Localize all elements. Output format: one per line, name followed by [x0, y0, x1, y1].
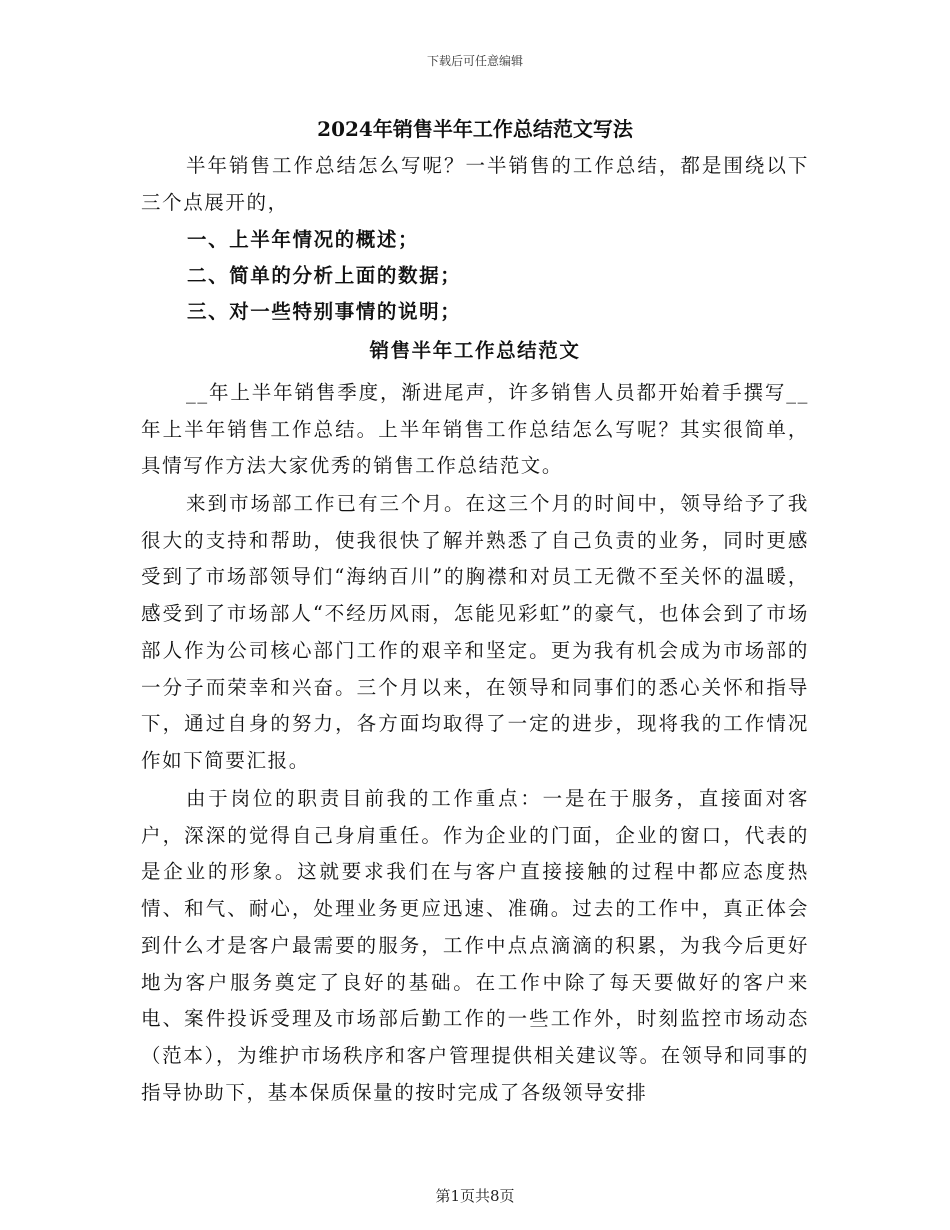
intro-paragraph: 半年销售工作总结怎么写呢？一半销售的工作总结，都是围绕以下三个点展开的，: [141, 154, 809, 214]
section-title: 销售半年工作总结范文: [369, 339, 581, 362]
outline-item-2: 二、简单的分析上面的数据；: [187, 264, 462, 287]
document-title: 2024年销售半年工作总结范文写法: [317, 117, 633, 141]
outline-item-3: 三、对一些特别事情的说明；: [187, 300, 462, 323]
outline-item-1: 一、上半年情况的概述；: [187, 228, 420, 251]
page-header-note: 下载后可任意编辑: [426, 54, 523, 68]
paragraph-2: 来到市场部工作已有三个月。在这三个月的时间中，领导给予了我很大的支持和帮助，使我很快了解并熟悉了自己负责的业务，同时更感受到了市场部领导们“海纳百川”的胸襟和对员工无微不至关怀的温暖，感受到了市场部人“不经历风雨，怎能见彩虹”的豪气，也体会到了市场部人作为公司核心部门工作的艰辛和坚定。更为我有机会成为市场部的一分子而荣幸和兴奋。三个月以来，在领导和同事们的悉心关怀和指导下，通过自身的努力，各方面均取得了一定的进步，现将我的工作情况作如下简要汇报。: [141, 492, 809, 772]
paragraph-3: 由于岗位的职责目前我的工作重点：一是在于服务，直接面对客户，深深的觉得自己身肩重任。作为企业的门面，企业的窗口，代表的是企业的形象。这就要求我们在与客户直接接触的过程中都应态度热情、和气、耐心，处理业务更应迅速、准确。过去的工作中，真正体会到什么才是客户最需要的服务，工作中点点滴滴的积累，为我今后更好地为客户服务奠定了良好的基础。在工作中除了每天要做好的客户来电、案件投诉受理及市场部后勤工作的一些工作外，时刻监控市场动态（范本），为维护市场秩序和客户管理提供相关建议等。在领导和同事的指导协助下，基本保质保量的按时完成了各级领导安排: [141, 787, 809, 1104]
paragraph-1: __年上半年销售季度，渐进尾声，许多销售人员都开始着手撰写__年上半年销售工作总结。上半年销售工作总结怎么写呢？其实很简单，具情写作方法大家优秀的销售工作总结范文。: [141, 381, 809, 478]
page-number: 第1页共8页: [435, 1187, 515, 1205]
